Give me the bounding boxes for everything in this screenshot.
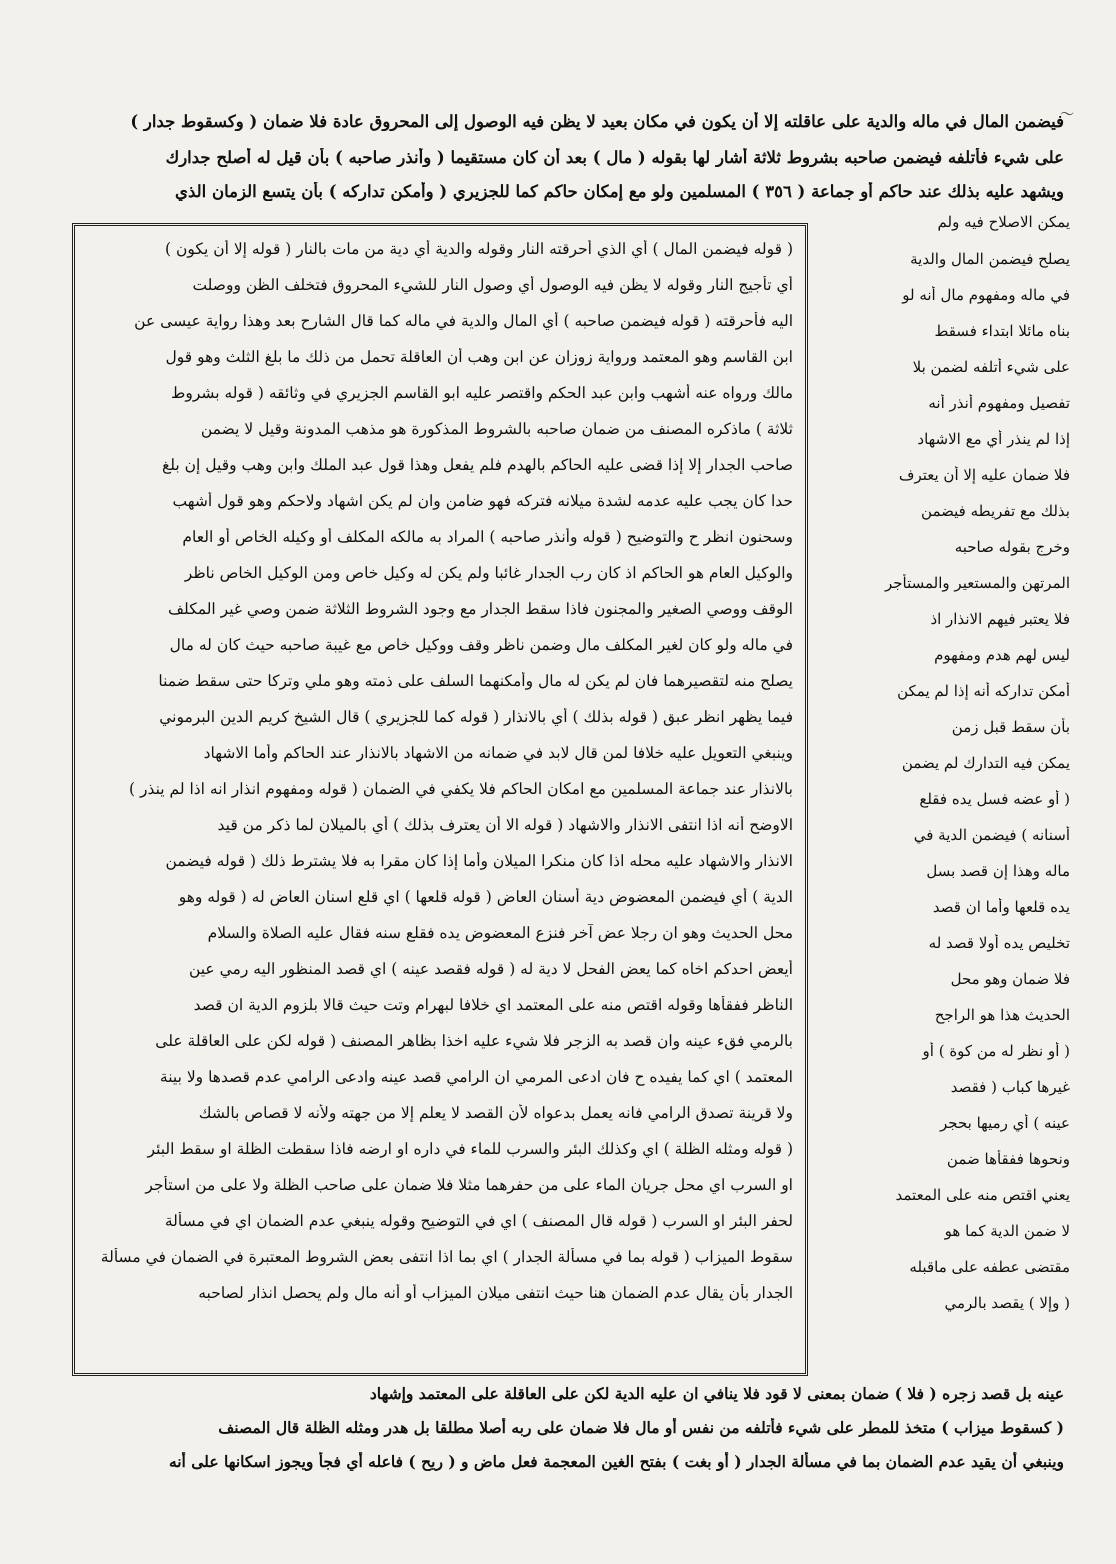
side-line: لا ضمن الدية كما هو bbox=[944, 1222, 1070, 1240]
side-line: وخرج بقوله صاحبه bbox=[954, 538, 1070, 556]
side-line: على شيء أتلفه لضمن بلا bbox=[912, 358, 1070, 376]
commentary-line: في ماله ولو كان لغير المكلف مال وضمن ناظر وقف ووكيل خاص مع غيبة صاحبه حيث كان له مال bbox=[169, 636, 793, 654]
side-line: في ماله ومفهوم مال أنه لو bbox=[902, 286, 1070, 304]
commentary-line: أي تأجيج النار وقوله لا يظن فيه الوصول أي وصول النار للشيء المحروق فتخلف الظن ووصلت bbox=[192, 276, 793, 294]
commentary-line: وينبغي التعويل عليه خلافا لمن قال لابد في ضمانه من الاشهاد بالانذار عند الحاكم وأما الاشهاد bbox=[203, 744, 793, 762]
side-line: الحديث هذا هو الراجح bbox=[934, 1006, 1070, 1024]
commentary-line: محل الحديث وهو ان رجلا عض آخر فنزع المعضوض يده فقلع سنه فقال عليه الصلاة والسلام bbox=[207, 924, 793, 942]
side-line: عينه ) أي رميها بحجر bbox=[940, 1114, 1070, 1132]
top-line: فيضمن المال في ماله والدية على عاقلته إلا أن يكون في مكان بعيد لا يظن فيه الوصول إلى المحروق عادة فلا ضمان ( وكسقوط جدار ) bbox=[130, 112, 1064, 131]
side-line: ( أو عضه فسل يده فقلع bbox=[919, 790, 1070, 808]
commentary-line: ثلاثة ) ماذكره المصنف من ضمان صاحبه بالشروط المذكورة هو مذهب المدونة وقيل لا يضمن bbox=[200, 420, 793, 438]
commentary-box bbox=[72, 223, 808, 1376]
side-line: فلا يعتبر فيهم الانذار اذ bbox=[930, 610, 1070, 628]
commentary-line: ( قوله فيضمن المال ) أي الذي أحرقته النار وقوله والدية أي دية من مات بالنار ( قوله إلا أن يكون ) bbox=[165, 240, 793, 258]
commentary-line: حدا كان يجب عليه عدمه لشدة ميلانه فتركه فهو ضامن وان لم يكن اشهاد ولاحكم وهو قول أشهب bbox=[172, 492, 793, 510]
commentary-line: الاوضح أنه اذا انتفى الانذار والاشهاد ( قوله الا أن يعترف بذلك ) أي بالميلان لما ذكر من قيد bbox=[217, 816, 793, 834]
side-line: يصلح فيضمن المال والدية bbox=[910, 250, 1070, 268]
side-line: بناه مائلا ابتداء فسقط bbox=[934, 322, 1070, 340]
commentary-line: والوكيل العام هو الحاكم اذ كان رب الجدار غائبا ولم يكن له وكيل خاص ومن الوكيل الخاص ناظر bbox=[184, 564, 793, 582]
side-line: أمكن تداركه أنه إذا لم يمكن bbox=[897, 682, 1070, 700]
side-line: ( أو نظر له من كوة ) أو bbox=[922, 1042, 1070, 1060]
commentary-line: ولا قرينة تصدق الرامي فانه يعمل بدعواه لأن القصد لا يعلم إلا من جهته ولأنه لا قصاص بالشك bbox=[198, 1104, 793, 1122]
side-line: يده قلعها وأما ان قصد bbox=[932, 898, 1070, 916]
side-line: بأن سقط قبل زمن bbox=[951, 718, 1070, 736]
commentary-line: الدية ) أي فيضمن المعضوض دية أسنان العاض ( قوله قلعها ) اي قلع اسنان العاض له ( قوله وهو bbox=[178, 888, 793, 906]
commentary-line: ( قوله ومثله الظلة ) اي وكذلك البئر والسرب للماء في داره او ارضه فاذا سقطت الظلة او سقط البئر bbox=[147, 1140, 793, 1158]
side-line: غيرها كباب ( فقصد bbox=[950, 1078, 1070, 1096]
commentary-line: سقوط الميزاب ( قوله بما في مسألة الجدار ) اي بما اذا انتفى بعض الشروط المعتبرة في الضمان في مسألة bbox=[100, 1248, 793, 1266]
side-line: تخليص يده أولا قصد له bbox=[928, 934, 1070, 952]
side-line: بذلك مع تفريطه فيضمن bbox=[921, 502, 1070, 520]
commentary-line: الوقف ووصي الصغير والمجنون فاذا سقط الجدار مع وجود الشروط الثلاثة ضمن وصي غير المكلف bbox=[168, 600, 793, 618]
side-line: ماله وهذا إن قصد بسل bbox=[926, 862, 1070, 880]
bottom-line: ( كسقوط ميزاب ) متخذ للمطر على شيء فأتلفه من نفس أو مال فلا ضمان على ربه أصلا مطلقا بل هدر ومثله الظلة قال المصنف bbox=[218, 1418, 1064, 1437]
top-line: ويشهد عليه بذلك عند حاكم أو جماعة ( ٣٥٦ ) المسلمين ولو مع إمكان حاكم كما للجزيري ( وأمكن تداركه ) بأن يتسع الزمان الذي bbox=[175, 182, 1064, 201]
side-line: يعني اقتص منه على المعتمد bbox=[895, 1186, 1070, 1204]
top-line: على شيء فأتلفه فيضمن صاحبه بشروط ثلاثة أشار لها بقوله ( مال ) بعد أن كان مستقيما ( وأنذر صاحبه ) بأن قيل له أصلح جدارك bbox=[165, 148, 1064, 167]
commentary-line: لحفر البئر او السرب ( قوله قال المصنف ) اي في التوضيح وقوله ينبغي عدم الضمان اي في مسألة bbox=[164, 1212, 793, 1230]
side-line: يمكن الاصلاح فيه ولم bbox=[937, 213, 1070, 231]
commentary-line: المعتمد ) اي كما يفيده ح فان ادعى المرمي ان الرامي قصد عينه وادعى الرامي عدم قصدها ولا بينة bbox=[159, 1068, 793, 1086]
commentary-line: الانذار والاشهاد عليه محله اذا كان منكرا الميلان وأما إذا كان مقرا به فلا يشترط ذلك ( قوله فيضمن bbox=[165, 852, 793, 870]
bottom-line: وينبغي أن يقيد عدم الضمان بما في مسألة الجدار ( أو بغت ) بفتح الغين المعجمة فعل ماض و ( ريح ) فاعله أي فجأ ويجوز اسكانها على أنه bbox=[168, 1452, 1064, 1471]
side-line: ونحوها ففقأها ضمن bbox=[946, 1150, 1070, 1168]
bottom-line: عينه بل قصد زجره ( فلا ) ضمان بمعنى لا قود فلا ينافي ان عليه الدية لكن على العاقلة على المعتمد وإشهاد bbox=[369, 1384, 1064, 1403]
side-line: المرتهن والمستعير والمستأجر bbox=[884, 574, 1070, 592]
commentary-line: يصلح منه لتقصيرهما فان لم يكن له مال وأمكنهما السلف على ذمته وهو ملي وتركا حتى سقط ضمنا bbox=[158, 672, 793, 690]
side-line: ( وإلا ) يقصد بالرمي bbox=[944, 1294, 1070, 1312]
side-line: أسنانه ) فيضمن الدية في bbox=[913, 826, 1070, 844]
commentary-line: صاحب الجدار إلا إذا قضى عليه الحاكم بالهدم فلم يفعل وهذا قول عبد الملك وابن وهب وقيل إن بلغ bbox=[162, 456, 793, 474]
side-line: تفصيل ومفهوم أنذر أنه bbox=[928, 394, 1070, 412]
side-line: فلا ضمان عليه إلا أن يعترف bbox=[898, 466, 1070, 484]
side-line: فلا ضمان وهو محل bbox=[950, 970, 1070, 988]
commentary-line: الناظر ففقأها وقوله اقتص منه على المعتمد اي خلافا لبهرام وتت حيث قالا بلزوم الدية ان قصد bbox=[193, 996, 793, 1014]
side-line: ليس لهم هدم ومفهوم bbox=[934, 646, 1070, 664]
side-line: يمكن فيه التدارك لم يضمن bbox=[901, 754, 1070, 772]
commentary-line: الجدار بأن يقال عدم الضمان هنا حيث انتفى ميلان الميزاب أو أنه مال ولم يحصل انذار لصاحبه bbox=[198, 1284, 793, 1302]
commentary-line: مالك ورواه عنه أشهب وابن عبد الحكم واقتصر عليه ابو القاسم الجزيري في وثائقه ( قوله بشروط bbox=[171, 384, 793, 402]
commentary-line: فيما يظهر انظر عبق ( قوله بذلك ) أي بالانذار ( قوله كما للجزيري ) قال الشيخ كريم الدين البرموني bbox=[159, 708, 793, 726]
commentary-line: بالرمي فقء عينه وان قصد به الزجر فلا شيء عليه اخذا بظاهر المصنف ( قوله لكن على العاقلة على bbox=[155, 1032, 793, 1050]
commentary-line: وسحنون انظر ح والتوضيح ( قوله وأنذر صاحبه ) المراد به مالكه المكلف أو وكيله الخاص أو العام bbox=[182, 528, 793, 546]
side-line: مقتضى عطفه على ماقبله bbox=[909, 1258, 1070, 1276]
commentary-line: اليه فأحرقته ( قوله فيضمن صاحبه ) أي المال والدية في ماله كما قال الشارح بعد وهذا رواية عيسى عن bbox=[134, 312, 793, 330]
commentary-line: او السرب اي محل جريان الماء على من حفرهما مثلا فلا ضمان على صاحب الظلة ولا على من استأجر bbox=[145, 1176, 793, 1194]
commentary-line: بالانذار عند جماعة المسلمين مع امكان الحاكم فلا يكفي في الضمان ( قوله ومفهوم انذار انه اذا لم ينذر ) bbox=[128, 780, 793, 798]
margin-ornament-icon: 〜 bbox=[1060, 107, 1074, 123]
commentary-line: ابن القاسم وهو المعتمد ورواية زوزان عن ابن وهب أن العاقلة تحمل من ذلك ما بلغ الثلث وهو قول bbox=[165, 348, 793, 366]
side-line: إذا لم ينذر أي مع الاشهاد bbox=[917, 430, 1070, 448]
commentary-line: أيعض احدكم اخاه كما يعض الفحل لا دية له ( قوله فقصد عينه ) اي قصد المنظور اليه رمي عين bbox=[188, 960, 793, 978]
